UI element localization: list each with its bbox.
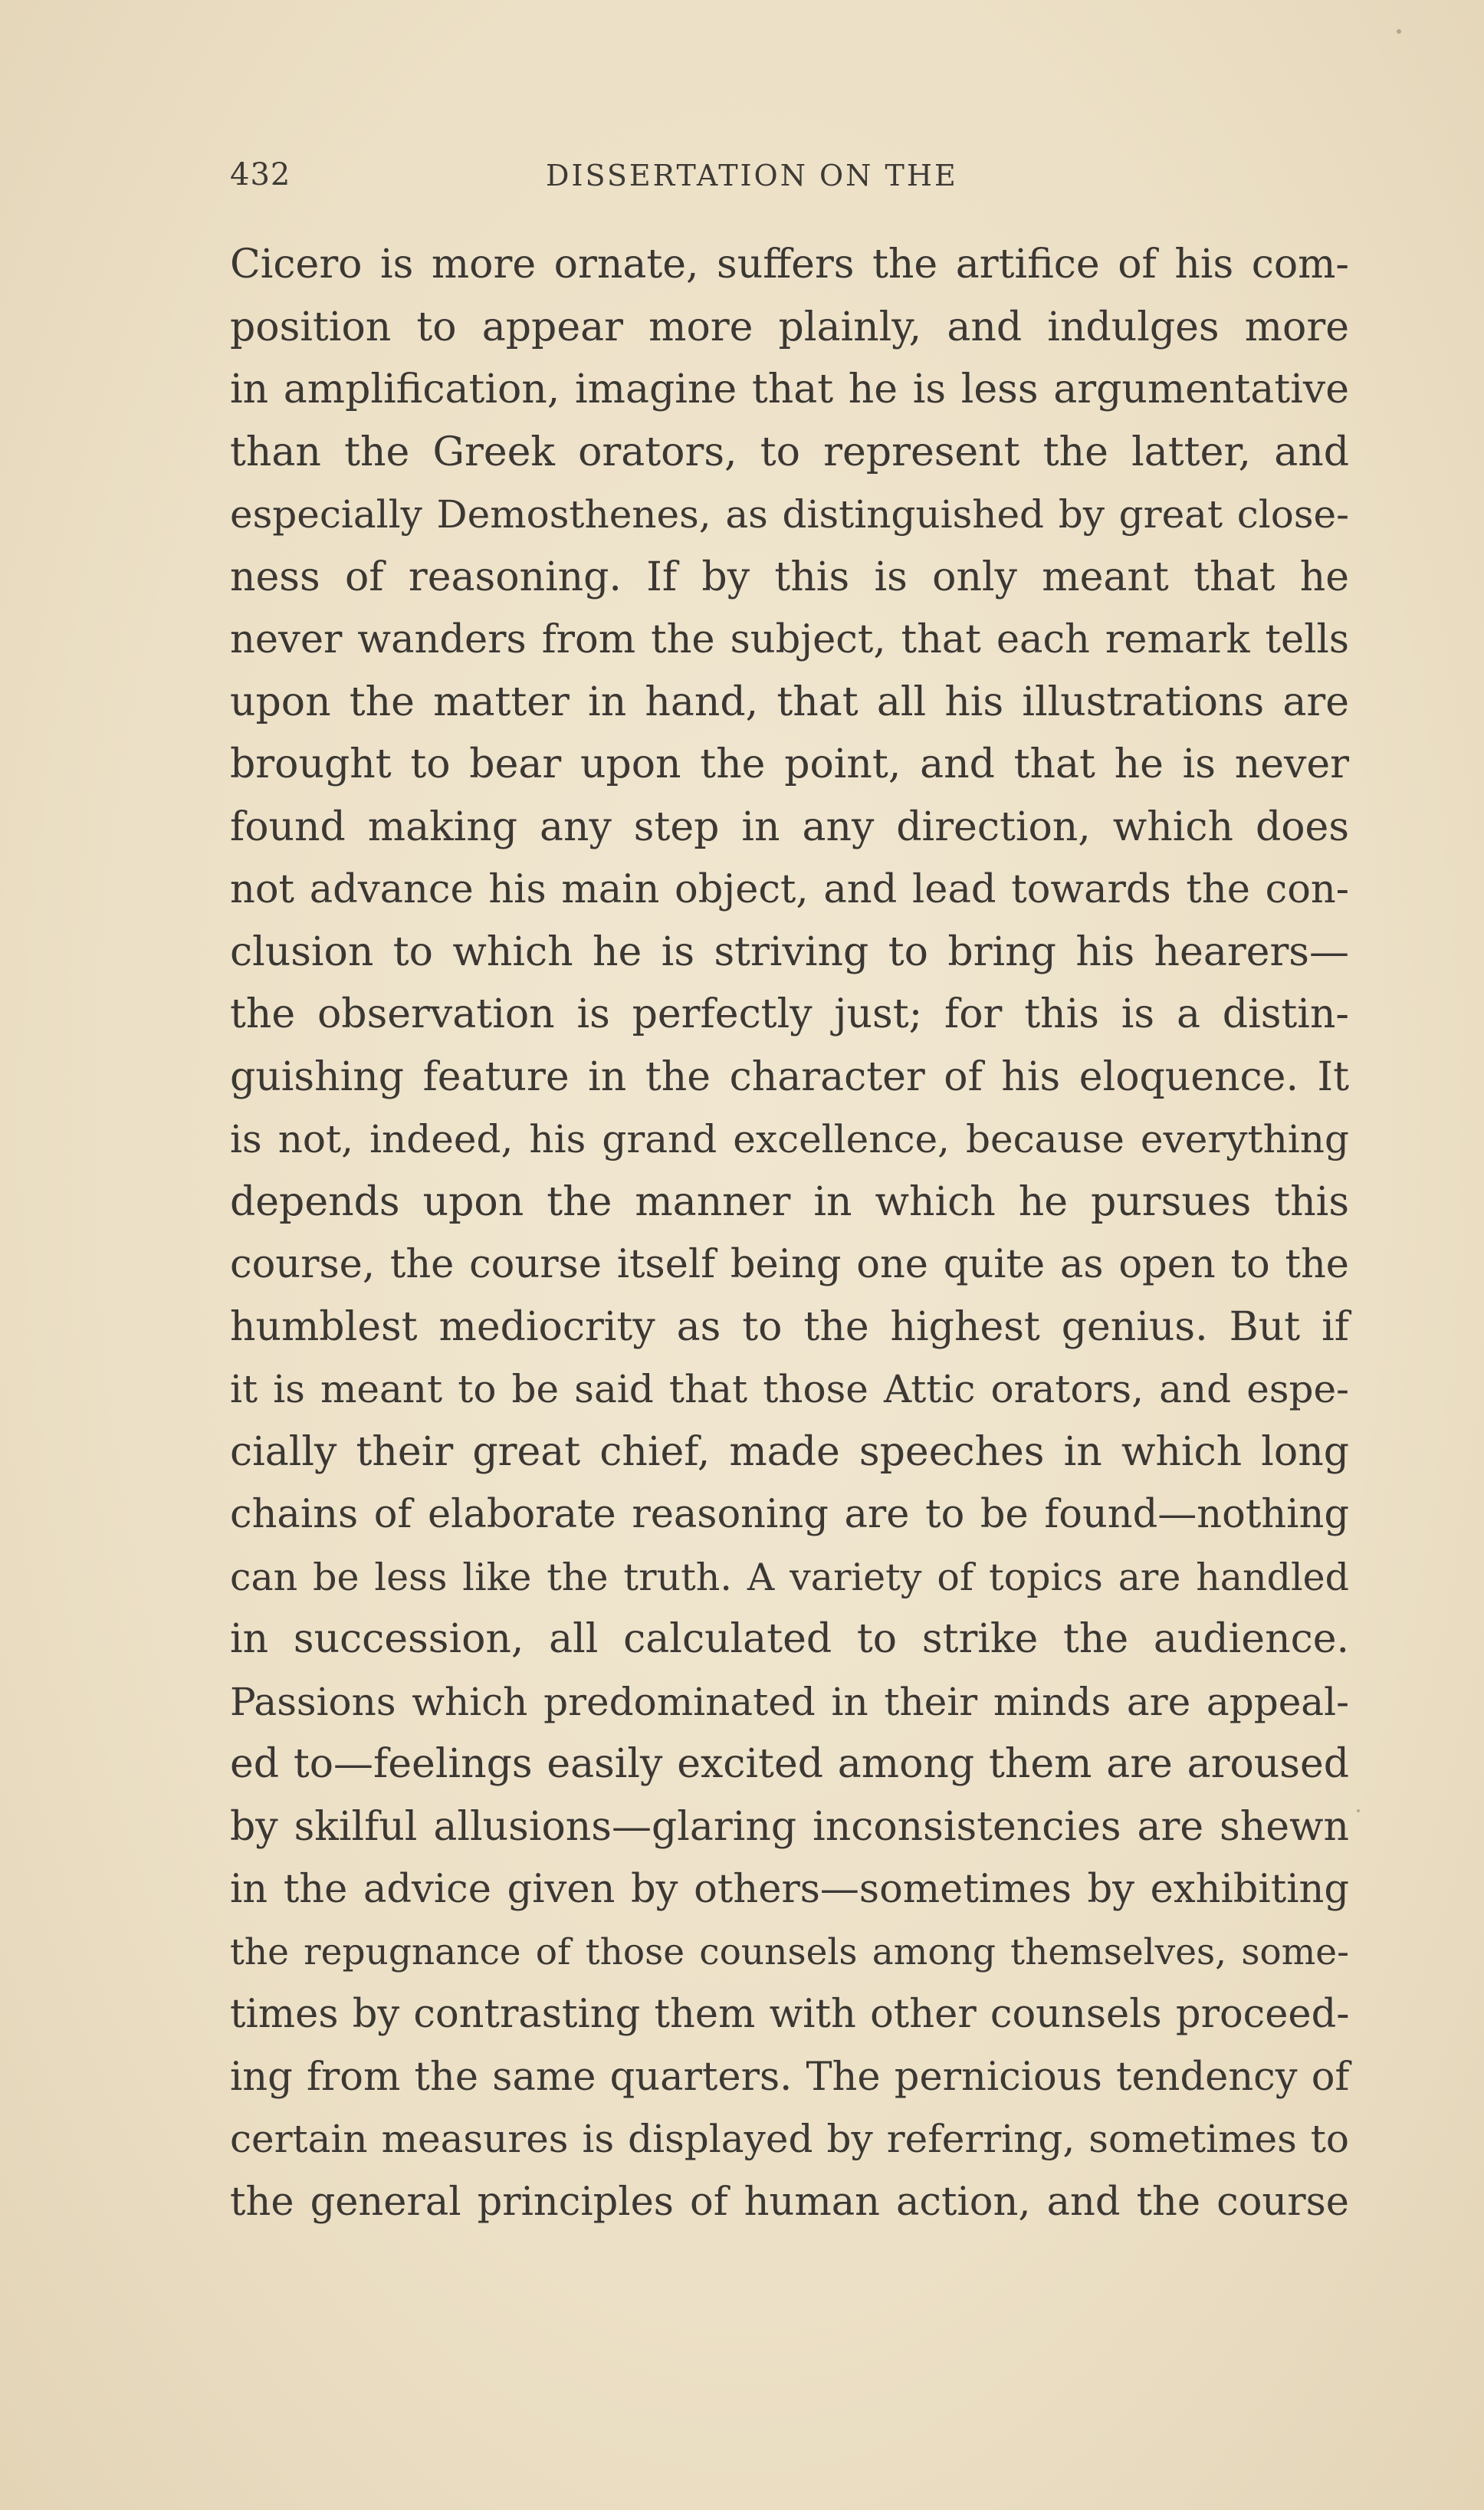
body-text bbox=[230, 234, 1349, 2233]
text-line: guishing feature in the character of his eloquence. It bbox=[230, 1053, 1349, 1100]
text-line: in the advice given by others—sometimes by exhibiting bbox=[230, 1867, 1349, 1912]
text-line: certain measures is displayed by referring, sometimes to bbox=[230, 2117, 1349, 2161]
text-line: times by contrasting them with other counsels proceed- bbox=[230, 1992, 1350, 2037]
text-line: cially their great chief, made speeches in which long bbox=[230, 1428, 1349, 1475]
text-line: not advance his main object, and lead towards the con- bbox=[230, 867, 1349, 912]
text-line: found making any step in any direction, which does bbox=[230, 803, 1349, 850]
text-line: especially Demosthenes, as distinguished by great close- bbox=[230, 492, 1349, 537]
text-line: never wanders from the subject, that each remark tells bbox=[230, 617, 1349, 662]
text-line: can be less like the truth. A variety of topics are handled bbox=[230, 1555, 1349, 1599]
text-line: upon the matter in hand, that all his illustrations are bbox=[230, 678, 1349, 725]
text-line: the repugnance of those counsels among themselves, some- bbox=[230, 1930, 1349, 1973]
text-line: ness of reasoning. If by this is only meant that he bbox=[230, 554, 1349, 600]
paper-speck bbox=[1357, 1809, 1360, 1812]
text-line: in succession, all calculated to strike the audience. bbox=[230, 1616, 1349, 1662]
text-line: position to appear more plainly, and indulges more bbox=[230, 304, 1349, 350]
page-header bbox=[230, 157, 1065, 211]
running-head: DISSERTATION ON THE bbox=[546, 159, 958, 192]
text-line: chains of elaborate reasoning are to be found—nothing bbox=[230, 1492, 1349, 1537]
text-line: Cicero is more ornate, suffers the artifice of his com- bbox=[230, 241, 1349, 287]
text-line: is not, indeed, his grand excellence, because everything bbox=[230, 1117, 1349, 1161]
text-line: than the Greek orators, to represent the latter, and bbox=[230, 429, 1349, 475]
text-line: brought to bear upon the point, and that he is never bbox=[230, 741, 1349, 787]
text-line: the general principles of human action, and the course bbox=[230, 2179, 1349, 2225]
text-line: ing from the same quarters. The pernicious tendency of bbox=[230, 2054, 1350, 2100]
text-line: clusion to which he is striving to bring his hearers— bbox=[230, 928, 1349, 975]
text-line: course, the course itself being one quite as open to the bbox=[230, 1242, 1349, 1287]
text-line: by skilful allusions—glaring inconsistencies are shewn bbox=[230, 1803, 1349, 1850]
text-line: Passions which predominated in their minds are appeal- bbox=[230, 1679, 1349, 1724]
text-line: depends upon the manner in which he pursues this bbox=[230, 1178, 1349, 1225]
text-line: humblest mediocrity as to the highest genius. But if bbox=[230, 1303, 1349, 1350]
paper-speck bbox=[1397, 29, 1401, 34]
text-line: in amplification, imagine that he is less argumentative bbox=[230, 366, 1349, 412]
text-line: ed to—feelings easily excited among them are aroused bbox=[230, 1741, 1349, 1787]
page-number: 432 bbox=[230, 157, 291, 192]
text-line: the observation is perfectly just; for this is a distin- bbox=[230, 991, 1349, 1037]
text-line: it is meant to be said that those Attic orators, and espe- bbox=[230, 1367, 1349, 1411]
